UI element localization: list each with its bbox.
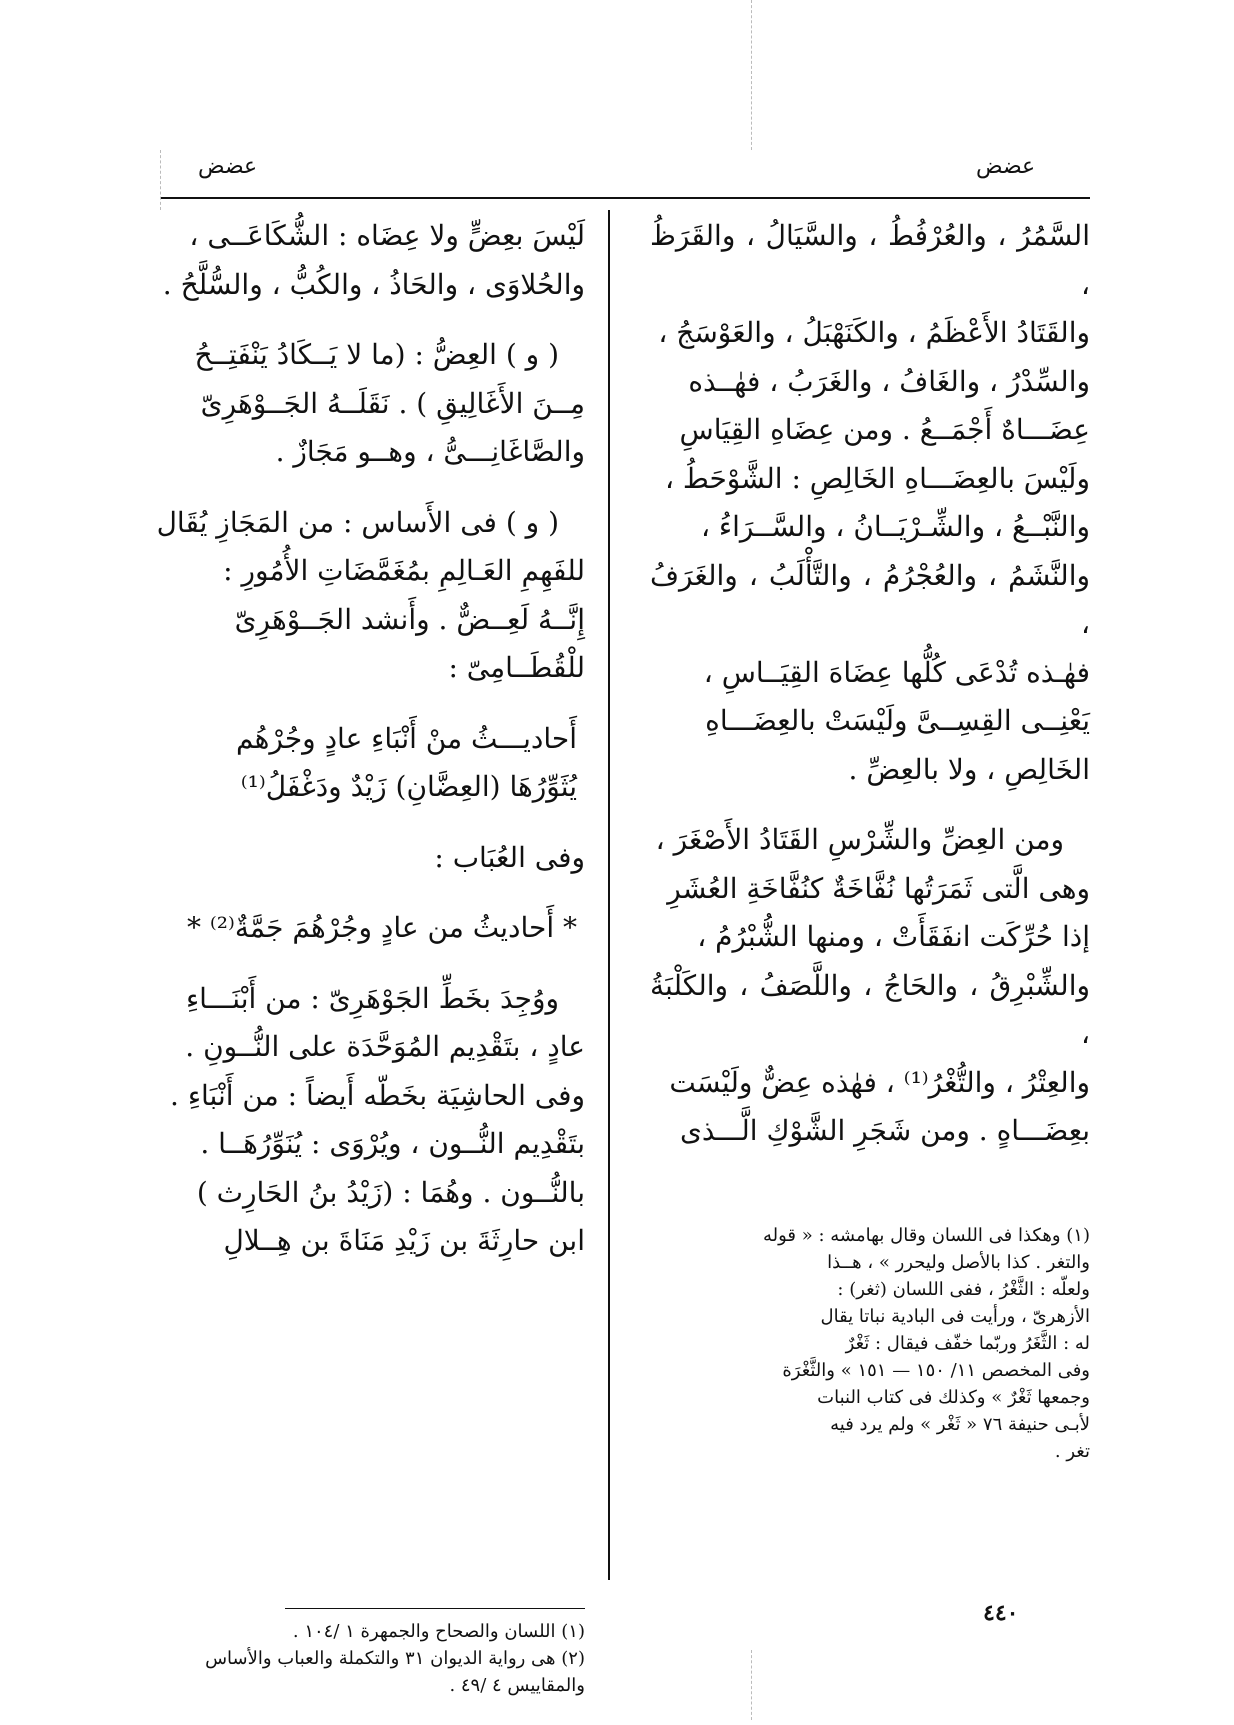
text-line: ( و ) فى الأَساس : من المَجَازِ يُقَال: [156, 505, 559, 539]
text-line: لَيْسَ بعِضٍّ ولا عِضَاه : الشُّكَاعَــى ،: [189, 219, 585, 252]
footnote-line: (١) وهكذا فى اللسان وقال بهامشه : « قوله: [762, 1225, 1090, 1246]
left-para-1: [155, 212, 585, 309]
footnote-line: تغر .: [1054, 1441, 1090, 1462]
page-number: ٤٤٠: [983, 1600, 1019, 1626]
footnote-line: ولعلّه : الثَّغْرُ ، ففى اللسان (ثغر) :: [837, 1279, 1090, 1300]
text-line: بتَقْدِيم النُّــون ، ويُرْوَى : يُنَوِّرُهَــا .: [200, 1127, 585, 1160]
footnote-line: والتغر . كذا بالأصل وليحرر » ، هــذا: [827, 1252, 1090, 1273]
text-line: السَّمُرُ ، والعُرْفُطُ ، والسَّيَالُ ، والقَرَظُ ،: [650, 219, 1090, 301]
verse-1: [155, 715, 585, 812]
left-para-4: [155, 834, 585, 883]
footnote-line: وجمعها ثَغْرٌ » وكذلك فى كتاب النبات: [817, 1387, 1090, 1408]
footnote-rule: [285, 1608, 585, 1609]
left-para-5: [155, 975, 585, 1266]
text-line: للْقُطَــامِىّ :: [448, 651, 585, 684]
right-para-1: [650, 212, 1090, 794]
left-para-2: [155, 331, 585, 477]
running-head-right: عضض: [976, 154, 1036, 179]
text-line: والشِّبْرِقُ ، والحَاجُ ، واللَّصَفُ ، والكَلْبَةُ ،: [650, 968, 1090, 1050]
verse-2: [155, 904, 585, 953]
footnote-line: (١) اللسان والصحاح والجمهرة ١ /١٠٤ .: [292, 1621, 585, 1642]
right-column: [650, 212, 1090, 1156]
footnote-line: (٢) هى رواية الديوان ٣١ والتكملة والعباب والأساس: [205, 1648, 585, 1669]
verse-line: يُثَوِّرُهَا (العِضَّانِ) زَيْدٌ ودَغْفَلُ⁽¹⁾: [240, 770, 577, 803]
running-head-left: عضض: [198, 154, 258, 179]
text-line: والحُلاوَى ، والحَاذُ ، والكُبُّ ، والسُّلَّحُ .: [162, 267, 585, 301]
text-line: ولَيْسَ بالعِضَـــاهِ الخَالِصِ : الشَّوْحَطُ ،: [664, 461, 1090, 495]
text-line: ووُجِدَ بخَطِّ الجَوْهَرِىّ : من أَبْنَـــاءِ: [185, 981, 559, 1015]
text-line: ومن العِضِّ والشِّرْسِ القَتَادُ الأَصْغَرَ ،: [655, 823, 1064, 856]
text-line: فهٰـذه تُدْعَى كُلُّها عِضَاهَ القِيَــاسِ ،: [703, 655, 1090, 689]
text-line: وفى الحاشِيَة بخَطّه أَيضاً : من أَنْبَاءِ .: [170, 1078, 585, 1112]
text-line: إِنَّــهُ لَعِــضٌّ . وأَنشد الجَــوْهَرِىّ: [234, 602, 585, 636]
footnote-line: وفى المخصص ١١/ ١٥٠ — ١٥١ » والثَّغْرَة: [782, 1360, 1090, 1381]
text-line: والنَّبْــعُ ، والشِّـرْيَــانُ ، والسَّــرَاءُ ،: [700, 510, 1090, 543]
footnotes-left: [155, 1618, 585, 1699]
footnote-line: الأزهرىّ ، ورأيت فى البادية نباتا يقال: [820, 1306, 1090, 1327]
right-para-2: [650, 816, 1090, 1156]
text-line: وفى العُبَاب :: [434, 840, 585, 874]
text-line: والسِّدْرُ ، والغَافُ ، والغَرَبُ ، فهٰــذه: [688, 364, 1090, 398]
text-line: عادٍ ، بتَقْدِيم المُوَحَّدَة على النُّــونِ .: [185, 1030, 585, 1063]
text-line: بعِضَـــاهٍ . ومن شَجَرِ الشَّوْكِ الَّـــذى: [680, 1114, 1090, 1147]
text-line: للفَهِمِ العَـالِمِ بمُغَمَّضَاتِ الأُمُورِ :: [223, 554, 585, 587]
verse-line: * أَحاديثُ من عادٍ وجُرْهُمَ جَمَّةٌ⁽²⁾ *: [187, 911, 577, 944]
scan-artifact-line: [751, 1650, 752, 1720]
text-line: والعِتْرُ ، والتُّغْرُ⁽¹⁾ ، فهٰذه عِضٌّ ولَيْسَت: [669, 1065, 1090, 1099]
text-line: مِــنَ الأَغَالِيقِ ) . نَقَلَــهُ الجَــوْهَرِىّ: [200, 386, 585, 420]
text-line: والقَتَادُ الأَعْظَمُ ، والكَنَهْبَلُ ، والعَوْسَجُ ،: [658, 316, 1090, 349]
footnotes-right: [650, 1222, 1090, 1465]
text-line: يَعْنِــى القِسِــىَّ ولَيْسَتْ بالعِضَـــاهِ: [705, 704, 1090, 737]
text-line: عِضَـــاهٌ أَجْمَــعُ . ومن عِضَاهِ القِيَاسِ: [679, 413, 1090, 446]
text-line: الخَالِصِ ، ولا بالعِضِّ .: [848, 752, 1090, 786]
verse-line: أَحاديـــثُ منْ أَنْبَاءِ عادٍ وجُرْهُم: [235, 721, 577, 755]
text-line: وهى الَّتى ثَمَرَتُها نُفَّاخَةٌ كنُفَّاخَةِ العُشَرِ: [667, 871, 1090, 905]
footnote-line: له : الثَّغَرُ وربّما خفّف فيقال : ثَغْرٌ: [845, 1333, 1090, 1354]
scan-artifact-line: [160, 150, 161, 210]
text-line: ابن حارِثَةَ بن زَيْدِ مَنَاةَ بن هِــلالِ: [223, 1224, 585, 1257]
text-line: بالنُّــون . وهُمَا : (زَيْدُ بنُ الحَارِث ): [196, 1175, 585, 1209]
left-para-3: [155, 499, 585, 693]
column-divider: [608, 210, 610, 1580]
text-line: إذا حُرِّكَت انفَقَأَتْ ، ومنها الشُّبْرُمُ ،: [697, 920, 1090, 953]
text-line: ( و ) العِضُّ : (ما لا يَــكَادُ يَنْفَتِــحُ: [194, 338, 559, 371]
text-line: والنَّشَمُ ، والعُجْرُمُ ، والتَّأْلَبُ ، والغَرَفُ ،: [650, 558, 1090, 640]
scan-artifact-line: [751, 0, 752, 150]
header-rule: [160, 197, 1090, 199]
text-line: والصَّاغَانِـــىُّ ، وهــو مَجَازٌ .: [275, 435, 585, 468]
footnote-line: والمقاييس ٤ /٤٩ .: [449, 1675, 585, 1696]
footnote-line: لأبـى حنيفة ٧٦ « ثَغْر » ولم يرد فيه: [830, 1414, 1090, 1435]
left-column: [155, 212, 585, 1266]
